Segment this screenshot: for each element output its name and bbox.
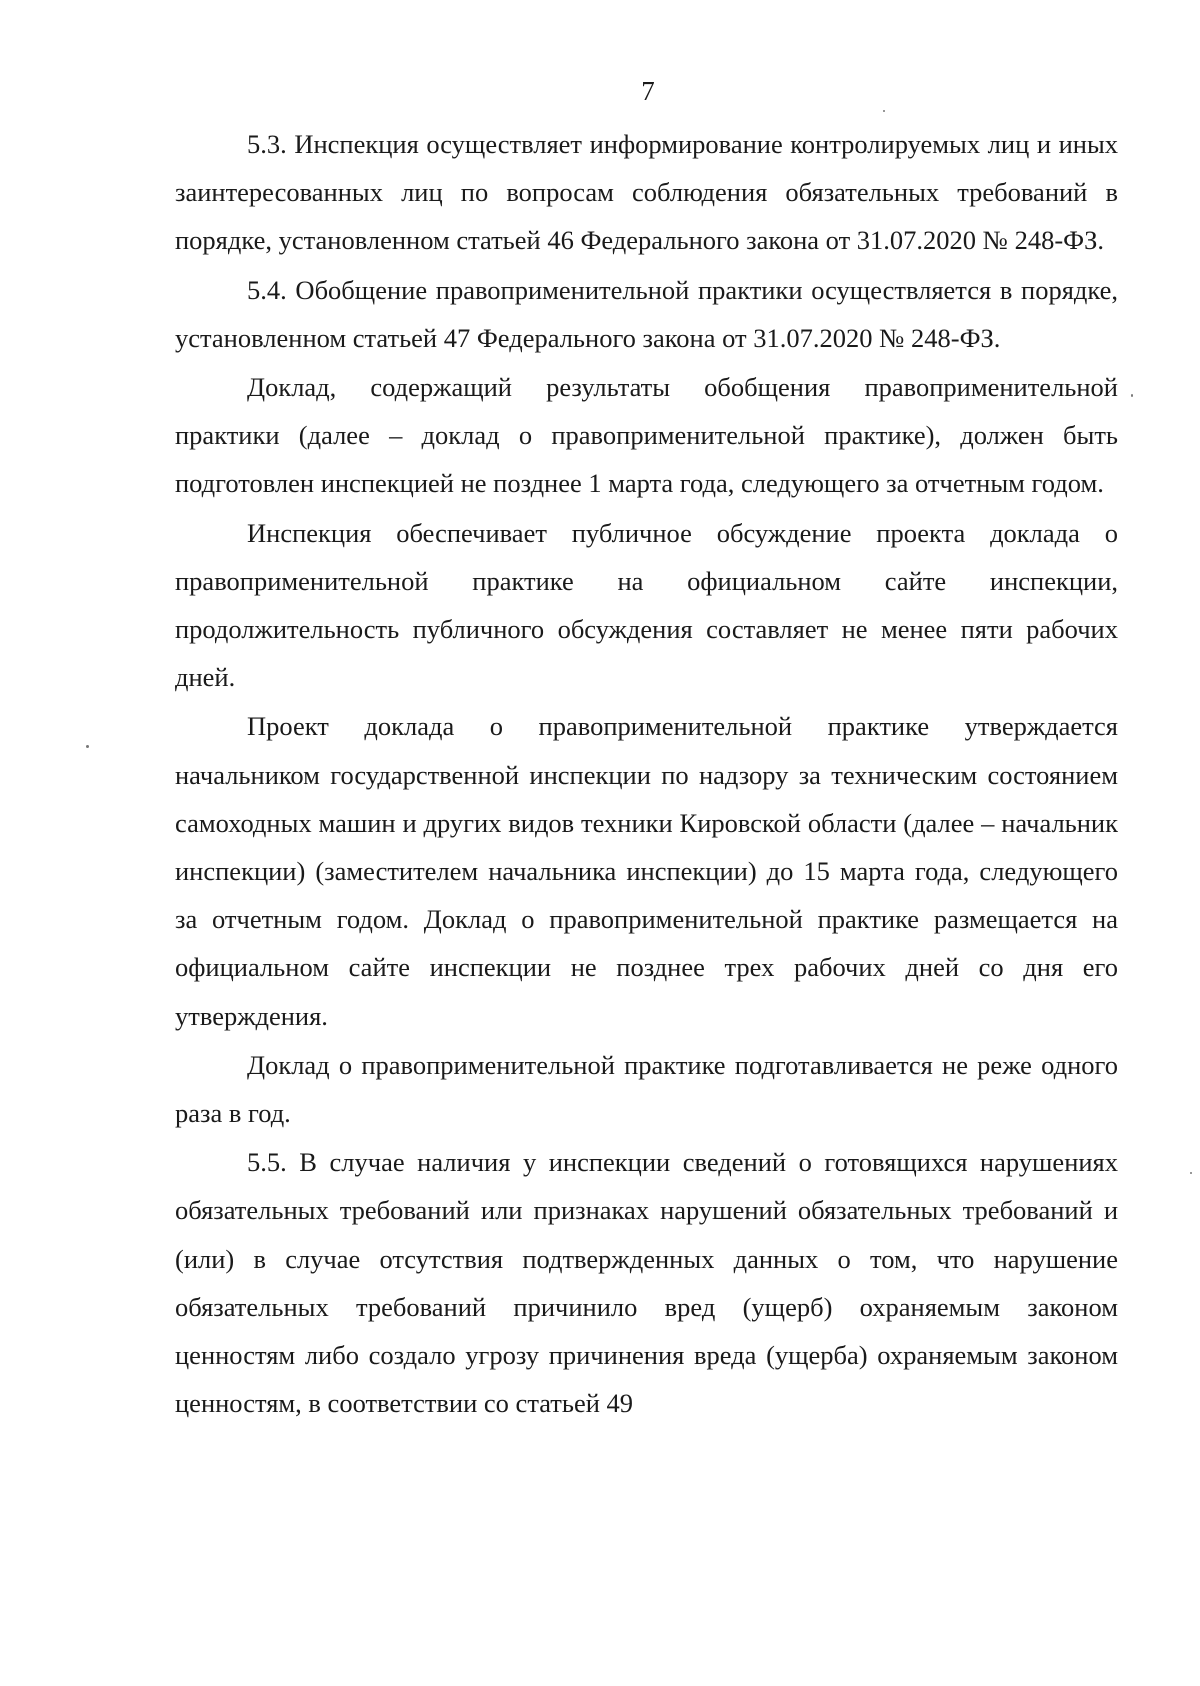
scan-speck: [1190, 1172, 1192, 1174]
paragraph-public-discussion: Инспекция обеспечивает публичное обсуждение проекта доклада о правоприменительной практике на официальном сайте инспекции, продолжительность публичного обсуждения составляет не менее пяти рабочих дней.: [175, 517, 1118, 693]
paragraph-5-4: 5.4. Обобщение правоприменительной практики осуществляется в порядке, установленном статьей 47 Федерального закона от 31.07.2020 № 248-ФЗ.: [175, 274, 1118, 353]
paragraph-report-approval: Проект доклада о правоприменительной практике утверждается начальником государственной инспекции по надзору за техническим состоянием самоходных машин и других видов техники Кировской области (далее – начальник инспекции) (заместителем начальника инспекции) до 15 марта года, следующего за отчетным годом. Доклад о правоприменительной практике размещается на официальном сайте инспекции не позднее трех рабочих дней со дня его утверждения.: [175, 711, 1118, 1031]
paragraph-5-5: 5.5. В случае наличия у инспекции сведений о готовящихся нарушениях обязательных требований или признаках нарушений обязательных требований и (или) в случае отсутствия подтвержденных данных о том, что нарушение обязательных требований причинило вред (ущерб) охраняемым законом ценностям либо создало угрозу причинения вреда (ущерба) охраняемым законом ценностям, в соответствии со статьей 49: [175, 1147, 1118, 1419]
paragraph-report-content: Доклад, содержащий результаты обобщения правоприменительной практики (далее – доклад о правоприменительной практике), должен быть подготовлен инспекцией не позднее 1 марта года, следующего за отчетным годом.: [175, 372, 1118, 499]
paragraph-report-frequency: Доклад о правоприменительной практике подготавливается не реже одного раза в год.: [175, 1049, 1118, 1129]
scan-speck: [883, 110, 885, 112]
page-number: 7: [641, 76, 655, 106]
scan-speck: [86, 745, 89, 748]
document-body: [175, 120, 1118, 1427]
paragraph-5-3: 5.3. Инспекция осуществляет информирование контролируемых лиц и иных заинтересованных лиц по вопросам соблюдения обязательных требований в порядке, установленном статьей 46 Федерального закона от 31.07.2020 № 248-ФЗ.: [175, 129, 1118, 256]
scan-speck: [1131, 394, 1133, 397]
